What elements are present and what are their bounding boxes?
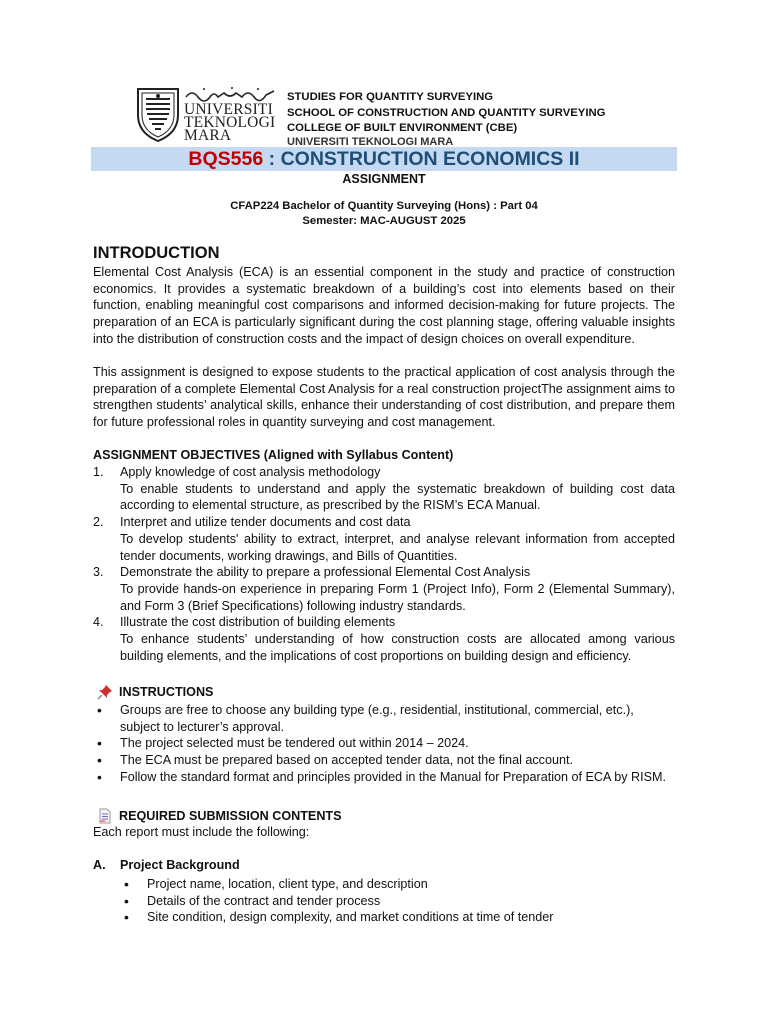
section-a-title: Project Background	[120, 858, 240, 872]
section-a-list	[120, 876, 675, 926]
school-line-1: STUDIES FOR QUANTITY SURVEYING	[287, 91, 494, 103]
school-line-3: COLLEGE OF BUILT ENVIRONMENT (CBE)	[287, 122, 518, 134]
course-separator: :	[263, 148, 281, 170]
instructions-heading-row	[97, 684, 213, 700]
school-lines	[287, 90, 606, 148]
objective-number: 1.	[93, 465, 104, 479]
logo-word-3: MARA	[184, 127, 232, 144]
objective-title: Illustrate the cost distribution of building elements	[120, 615, 396, 630]
course-title	[0, 147, 768, 171]
objective-item	[93, 464, 675, 514]
submission-intro: Each report must include the following:	[93, 825, 310, 839]
document-icon	[97, 808, 113, 824]
course-code: BQS556	[188, 148, 264, 170]
school-line-2: SCHOOL OF CONSTRUCTION AND QUANTITY SURVEYING	[287, 106, 606, 119]
logo-word-2: TEKNOLOGI	[184, 114, 276, 131]
introduction-paragraph-2: This assignment is designed to expose students to the practical application of cost analysis through the preparation of a complete Elemental Cost Analysis for a real construction projectThe assignment aims to strengthen students’ analytical skills, enhance their understanding of cost distribution, and prepare them for future professional roles in quantity surveying and cost management.	[93, 365, 675, 430]
objective-description: To enhance students’ understanding of how construction costs are allocated among various building elements, and the implications of cost proportions on building design and efficiency.	[120, 632, 675, 663]
section-a-letter: A.	[93, 858, 106, 872]
objective-description: To provide hands-on experience in preparing Form 1 (Project Info), Form 2 (Elemental Summary), and Form 3 (Brief Specifications) following industry standards.	[120, 581, 675, 613]
objective-title: Interpret and utilize tender documents and cost data	[120, 515, 411, 530]
semester-line: Semester: MAC-AUGUST 2025	[302, 215, 466, 227]
objective-item	[93, 614, 675, 664]
logo-word-1: UNIVERSITI	[184, 101, 273, 118]
objectives-heading: ASSIGNMENT OBJECTIVES (Aligned with Syllabus Content)	[93, 448, 454, 462]
objectives-list	[93, 464, 675, 664]
section-a-item: • Project name, location, client type, and description	[120, 876, 675, 893]
instruction-item: • The ECA must be prepared based on accepted tender data, not the final account.	[93, 752, 675, 769]
objective-number: 2.	[93, 515, 104, 530]
section-a-item: • Details of the contract and tender process	[120, 893, 675, 910]
course-name: CONSTRUCTION ECONOMICS II	[280, 148, 580, 170]
assignment-label: ASSIGNMENT	[342, 172, 426, 186]
university-logo	[134, 85, 274, 143]
objective-item	[93, 514, 675, 564]
instructions-list	[93, 702, 675, 786]
objective-title: Apply knowledge of cost analysis methodology	[120, 465, 381, 479]
instruction-item: • The project selected must be tendered out within 2014 – 2024.	[93, 735, 675, 752]
jawi-script-logo	[184, 85, 276, 101]
programme-line: CFAP224 Bachelor of Quantity Surveying (Hons) : Part 04	[230, 200, 538, 212]
objective-number: 3.	[93, 565, 104, 580]
objective-description: To develop students' ability to extract, interpret, and analyse relevant information from accepted tender documents, working drawings, and Bills of Quantities.	[120, 531, 675, 563]
objective-item	[93, 564, 675, 614]
instruction-item: • Groups are free to choose any building type (e.g., residential, institutional, commercial, etc.), subject to lecturer’s approval.	[93, 702, 675, 735]
section-a-heading	[93, 858, 240, 872]
introduction-paragraph-1: Elemental Cost Analysis (ECA) is an essential component in the study and practice of construction economics. It provides a systematic breakdown of a building’s cost into elements based on their function, enabling meaningful cost comparisons and informed decision-making for future projects. The preparation of an ECA is particularly significant during the cost planning stage, offering valuable insights into the distribution of construction costs and the impact of design choices on overall expenditure.	[93, 265, 675, 346]
instructions-heading: INSTRUCTIONS	[119, 685, 214, 699]
submission-heading-row	[97, 808, 342, 824]
objective-title: Demonstrate the ability to prepare a professional Elemental Cost Analysis	[120, 565, 531, 580]
objective-description: To enable students to understand and apply the systematic breakdown of building cost data according to elemental structure, as prescribed by the RISM’s ECA Manual.	[120, 481, 675, 513]
introduction-heading: INTRODUCTION	[93, 244, 220, 262]
objective-number: 4.	[93, 615, 104, 630]
university-crest-icon	[134, 85, 182, 143]
pushpin-icon	[97, 684, 113, 700]
section-a-item: • Site condition, design complexity, and market conditions at time of tender	[120, 909, 675, 926]
submission-heading: REQUIRED SUBMISSION CONTENTS	[119, 809, 342, 823]
instruction-item: • Follow the standard format and principles provided in the Manual for Preparation of ECA by RISM.	[93, 769, 675, 786]
school-line-4: UNIVERSITI TEKNOLOGI MARA	[287, 135, 454, 148]
